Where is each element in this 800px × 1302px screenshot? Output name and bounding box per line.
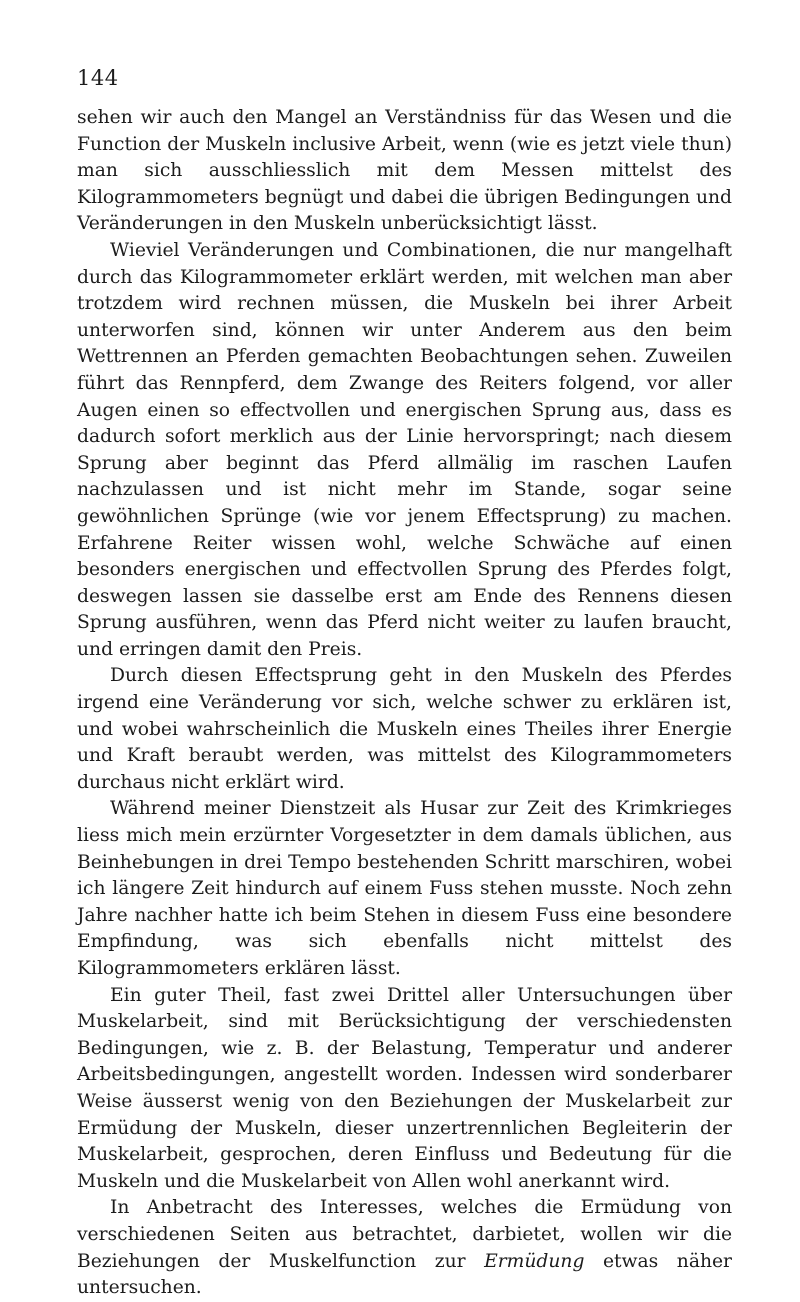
page-number: 144 [77,66,119,90]
paragraph-3: Durch diesen Effectsprung geht in den Muskeln des Pferdes irgend eine Veränderung vor sich, welche schwer zu erklären ist, und wobei wahrscheinlich die Muskeln eines Theiles ihrer Energie und Kraft beraubt werden, was mittelst des Kilogrammometers durchaus nicht erklärt wird. [77,665,732,793]
emphasized-word: Ermüdung [484,1250,585,1272]
paragraph-2: Wieviel Veränderungen und Combinationen, die nur mangelhaft durch das Kilogrammometer erklärt werden, mit welchen man aber trotzdem wird rechnen müssen, die Muskeln bei ihrer Arbeit unterworfen sind, können wir unter Anderem aus den beim Wettrennen an Pferden gemachten Beobachtungen sehen. Zuweilen führt das Rennpferd, dem Zwange des Reiters folgend, vor aller Augen einen so effectvollen und energischen Sprung aus, dass es dadurch sofort merklich aus der Linie hervorspringt; nach diesem Sprung aber beginnt das Pferd allmälig im raschen Laufen nachzulassen und ist nicht mehr im Stande, sogar seine gewöhnlichen Sprünge (wie vor jenem Effectsprung) zu machen. Erfahrene Reiter wissen wohl, welche Schwäche auf einen besonders energischen und effectvollen Sprung des Pferdes folgt, deswegen lassen sie dasselbe erst am Ende des Rennens diesen Sprung ausführen, wenn das Pferd nicht weiter zu laufen braucht, und erringen damit den Preis. [77,239,732,660]
paragraph-5: Ein guter Theil, fast zwei Drittel aller Untersuchungen über Muskelarbeit, sind mit Berücksichtigung der verschiedensten Bedingungen, wie z. B. der Belastung, Temperatur und anderer Arbeitsbedingungen, angestellt worden. Indessen wird sonderbarer Weise äusserst wenig von den Beziehungen der Muskelarbeit zur Ermüdung der Muskeln, dieser unzertrennlichen Begleiterin der Muskelarbeit, gesprochen, deren Einfluss und Bedeutung für die Muskeln und die Muskelarbeit von Allen wohl anerkannt wird. [77,984,732,1192]
paragraph-6-text-before: In Anbetracht des Interesses, welches die Ermüdung von verschiedenen Seiten aus betrachtet, darbietet, wollen wir die Beziehungen der Muskelfunction zur [77,1197,732,1272]
paragraph-6 [77,1195,732,1301]
body-text [77,105,732,1302]
paragraph-6-text-after: etwas näher untersuchen. [77,1250,732,1299]
paragraph-1: sehen wir auch den Mangel an Verständniss für das Wesen und die Function der Muskeln inclusive Arbeit, wenn (wie es jetzt viele thun) man sich ausschliesslich mit dem Messen mittelst des Kilogrammometers begnügt und dabei die übrigen Bedingungen und Veränderungen in den Muskeln unberücksichtigt lässt. [77,107,732,235]
paragraph-4: Während meiner Dienstzeit als Husar zur Zeit des Krimkrieges liess mich mein erzürnter Vorgesetzter in dem damals üblichen, aus Beinhebungen in drei Tempo bestehenden Schritt marschiren, wobei ich längere Zeit hindurch auf einem Fuss stehen musste. Noch zehn Jahre nachher hatte ich beim Stehen in diesem Fuss eine besondere Empfindung, was sich ebenfalls nicht mittelst des Kilogrammometers erklären lässt. [77,798,732,979]
